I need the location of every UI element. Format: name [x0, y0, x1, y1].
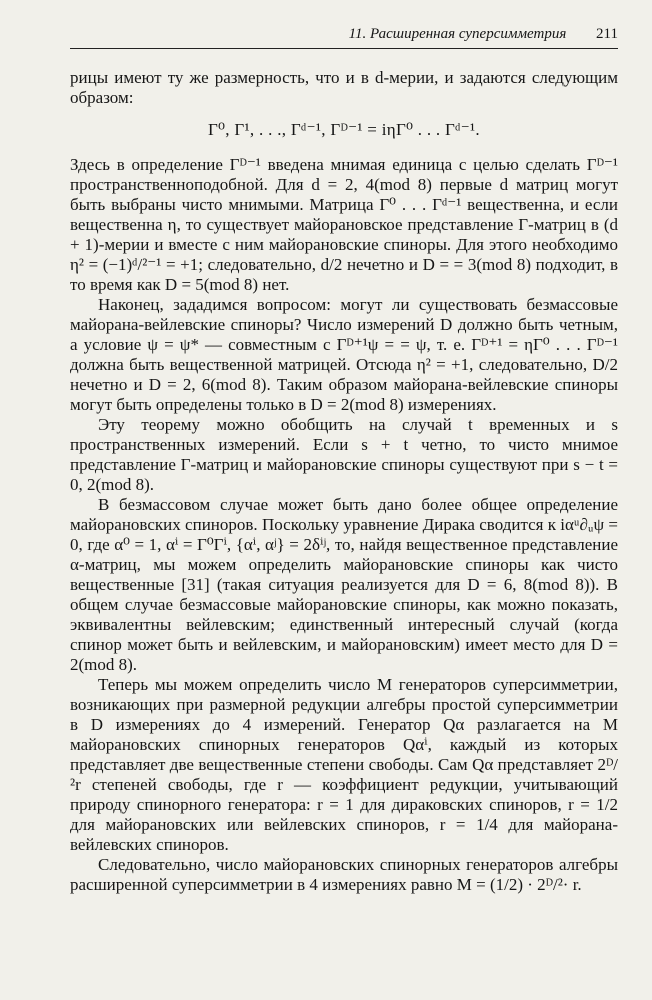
- paragraph-2: Здесь в определение Γᴰ⁻¹ введена мнимая единица с целью сделать Γᴰ⁻¹ пространственноподобной. Для d = 2, 4(mod 8) первые d матриц могут быть выбраны чисто мнимыми. Матрица Γ⁰ . . . Γᵈ⁻¹ вещественна, и если вещественна η, то существует майорановское представление Γ-матриц в (d + 1)-мерии и вместе с ним майорановские спиноры. Для этого необходимо η² = (−1)ᵈ/²⁻¹ = +1; следовательно, d/2 нечетно и D = = 3(mod 8) подходит, в то время как D = 5(mod 8) нет.: [70, 155, 618, 294]
- paragraph-4: Эту теорему можно обобщить на случай t временных и s пространственных измерений. Если s + t четно, то чисто мнимое представление Γ-матриц и майорановские спиноры существуют при s − t = 0, 2(mod 8).: [70, 415, 618, 494]
- paragraph-7: Следовательно, число майорановских спинорных генераторов алгебры расширенной суперсимметрии в 4 измерениях равно M = (1/2) · 2ᴰ/²· r.: [70, 855, 618, 894]
- display-formula: Γ⁰, Γ¹, . . ., Γᵈ⁻¹, Γᴰ⁻¹ = iηΓ⁰ . . . Γᵈ⁻¹.: [208, 120, 480, 139]
- chapter-title: 11. Расширенная суперсимметрия: [348, 26, 567, 42]
- paragraph-3: Наконец, зададимся вопросом: могут ли существовать безмассовые майорана-вейлевские спиноры? Число измерений D должно быть четным, а условие ψ = ψ* — совместным с Γᴰ⁺¹ψ = = ψ, т. е. Γᴰ⁺¹ = ηΓ⁰ . . . Γᴰ⁻¹ должна быть вещественной матрицей. Отсюда η² = +1, следовательно, D/2 нечетно и D = 2, 6(mod 8). Таким образом майорана-вейлевские спиноры могут быть определены только в D = 2(mod 8) измерениях.: [70, 295, 618, 414]
- paragraph-6: Теперь мы можем определить число M генераторов суперсимметрии, возникающих при размерной редукции алгебры простой суперсимметрии в D измерениях до 4 измерений. Генератор Qα разлагается на M майорановских спинорных генераторов Qαⁱ, каждый из которых представляет две вещественные степени свободы. Сам Qα представляет 2ᴰ/²r степеней свободы, где r — коэффициент редукции, учитывающий природу спинорного генератора: r = 1 для дираковских спиноров, r = 1/2 для майорановских или вейлевских спиноров, r = 1/4 для майорана-вейлевских спиноров.: [70, 675, 618, 854]
- paragraph-1: рицы имеют ту же размерность, что и в d-мерии, и задаются следующим образом:: [70, 68, 618, 107]
- body-text: [70, 68, 618, 895]
- paragraph-5: В безмассовом случае может быть дано более общее определение майорановских спиноров. Поскольку уравнение Дирака сводится к iαᵘ∂ᵤψ = 0, где α⁰ = 1, αⁱ = Γ⁰Γⁱ, {αⁱ, αʲ} = 2δⁱʲ, то, найдя вещественное представление α-матриц, мы можем определить майорановские спиноры как чисто вещественные [31] (такая ситуация реализуется для D = 6, 8(mod 8)). В общем случае безмассовые майорановские спиноры, как можно показать, эквивалентны вейлевским; единственный интересный случай (когда спинор может быть и вейлевским, и майорановским) имеет место для D = 2(mod 8).: [70, 495, 618, 674]
- page-number: 211: [596, 26, 618, 42]
- running-header: [70, 24, 618, 49]
